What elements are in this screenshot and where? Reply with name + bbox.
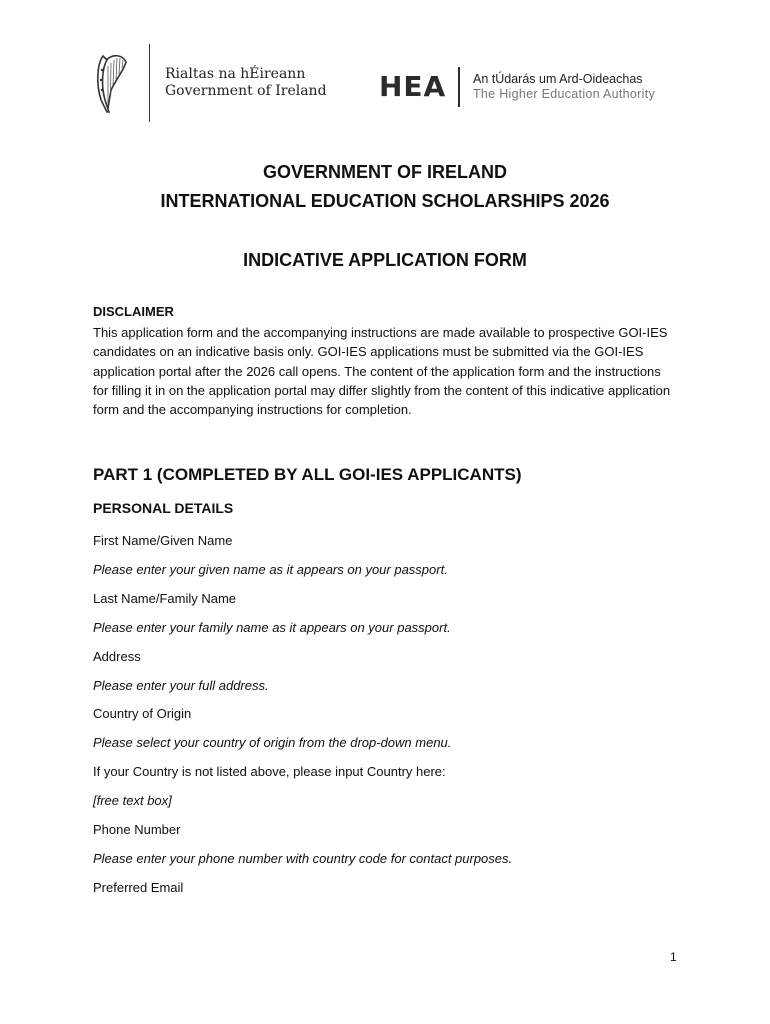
field-label-phone: Phone Number [93, 822, 181, 837]
field-label-country: Country of Origin [93, 706, 192, 721]
personal-details-heading: PERSONAL DETAILS [93, 500, 234, 516]
disclaimer-heading: DISCLAIMER [93, 304, 174, 319]
hea-logo: HEA [379, 70, 447, 103]
field-hint-last-name: Please enter your family name as it appears on your passport. [93, 620, 451, 635]
hea-name-irish: An tÚdarás um Ard-Oideachas [473, 72, 643, 86]
form-title: INDICATIVE APPLICATION FORM [243, 250, 527, 270]
gov-name-irish: Rialtas na hÉireann [165, 66, 306, 82]
disclaimer-body: This application form and the accompanying instructions are made available to prospective GOI-IES candidates on an indicative basis only. GOI-IES applications must be submitted via the GOI-IES application portal after the 2026 call opens. The content of the application form and the instructions for filling it in on the application portal may differ slightly from the content of this indicative application form and the accompanying instructions for completion. [93, 325, 671, 418]
field-hint-first-name: Please enter your given name as it appears on your passport. [93, 562, 448, 577]
document-header [0, 0, 770, 130]
field-label-last-name: Last Name/Family Name [93, 591, 237, 606]
field-label-other-country: If your Country is not listed above, please input Country here: [93, 764, 446, 779]
field-hint-phone: Please enter your phone number with country code for contact purposes. [93, 851, 513, 866]
hea-name-english: The Higher Education Authority [473, 87, 656, 101]
title-line-1: GOVERNMENT OF IRELAND [262, 162, 507, 182]
field-hint-address: Please enter your full address. [93, 678, 269, 693]
field-label-address: Address [93, 649, 141, 664]
field-label-email: Preferred Email [93, 880, 184, 895]
hea-divider [458, 67, 460, 107]
gov-name-english: Government of Ireland [165, 83, 327, 99]
field-hint-other-country: [free text box] [93, 793, 172, 808]
part1-heading: PART 1 (COMPLETED BY ALL GOI-IES APPLICANTS) [93, 465, 522, 484]
government-name [165, 66, 327, 100]
title-line-2: INTERNATIONAL EDUCATION SCHOLARSHIPS 2026 [160, 191, 610, 211]
header-divider [149, 44, 150, 122]
harp-emblem-icon [95, 50, 129, 116]
field-hint-country: Please select your country of origin from the drop-down menu. [93, 735, 452, 750]
page-number: 1 [670, 950, 677, 964]
field-label-first-name: First Name/Given Name [93, 533, 233, 548]
